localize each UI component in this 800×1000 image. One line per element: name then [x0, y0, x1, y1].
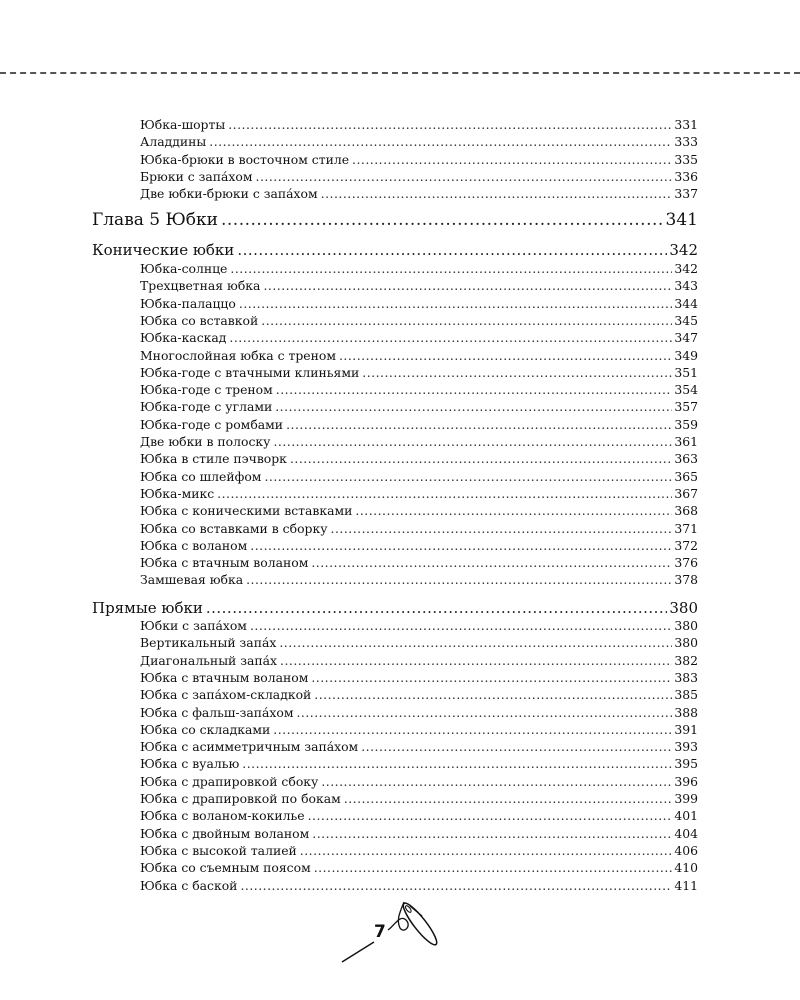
entry-page: 359	[674, 416, 698, 432]
page-number: 7	[374, 922, 386, 942]
section-page: 380	[669, 599, 698, 617]
entry-title: Юбка с втачным воланом	[140, 669, 309, 685]
toc-entry	[140, 133, 698, 150]
toc-entry	[140, 185, 698, 202]
section-title: Прямые юбки	[92, 599, 203, 617]
toc-entry	[140, 877, 698, 894]
entry-page: 335	[674, 151, 698, 167]
entry-title: Юбка с вуалью	[140, 756, 240, 772]
entry-title: Юбка-солнце	[140, 261, 228, 276]
dot-leader	[321, 185, 673, 202]
entry-page: 383	[674, 669, 698, 685]
entry-title: Юбка в стиле пэчворк	[140, 451, 287, 467]
dot-leader	[296, 704, 672, 721]
toc-entry	[140, 364, 698, 381]
dot-leader	[279, 634, 672, 651]
toc-entry	[140, 295, 698, 312]
toc-entry	[140, 520, 698, 537]
toc-entry	[140, 381, 698, 398]
toc-entry	[140, 842, 698, 859]
dot-leader	[263, 277, 672, 294]
dot-leader	[246, 571, 672, 588]
toc-entry	[140, 433, 698, 450]
entry-title: Юбка с двойным воланом	[140, 825, 310, 841]
entry-page: 385	[674, 687, 698, 703]
entry-title: Юбка-годе с втачными клиньями	[140, 364, 360, 380]
dot-leader	[311, 554, 672, 571]
dashed-cut-line	[0, 72, 800, 74]
entry-page: 342	[674, 261, 698, 276]
entry-title: Замшевая юбка	[140, 572, 244, 588]
dot-leader	[344, 790, 673, 807]
toc-entry	[140, 347, 698, 364]
chapter-title: Глава 5 Юбки	[92, 210, 218, 230]
entry-page: 401	[674, 808, 698, 824]
entry-page: 365	[674, 468, 698, 484]
toc-entry	[140, 554, 698, 571]
section-title: Конические юбки	[92, 241, 235, 259]
toc-entry	[140, 617, 698, 634]
dot-leader	[312, 825, 672, 842]
chapter-page: 341	[665, 210, 698, 230]
dot-leader	[321, 773, 672, 790]
entry-page: 361	[674, 434, 698, 449]
entry-title: Юбка со вставками в сборку	[140, 520, 328, 536]
entry-title: Юбка-годе с углами	[140, 399, 273, 415]
toc-entry	[140, 773, 698, 790]
entry-page: 382	[674, 652, 698, 668]
dot-leader	[339, 347, 672, 364]
toc-entry	[140, 398, 698, 415]
toc-entry	[140, 329, 698, 346]
entry-page: 336	[674, 168, 698, 184]
entry-title: Юбка с воланом	[140, 537, 248, 553]
needle-and-thread-icon	[340, 900, 450, 970]
entry-title: Юбка-каскад	[140, 330, 227, 346]
entry-page: 406	[674, 842, 698, 858]
entry-title: Многослойная юбка с треном	[140, 347, 336, 363]
section-heading	[92, 598, 698, 618]
dot-leader	[273, 721, 672, 738]
toc-entry	[140, 755, 698, 772]
page-folio	[340, 900, 450, 970]
entry-page: 345	[674, 312, 698, 328]
dot-leader	[275, 398, 672, 415]
toc-entry	[140, 807, 698, 824]
dot-leader	[362, 364, 672, 381]
dot-leader	[308, 807, 673, 824]
toc-entry	[140, 790, 698, 807]
entry-page: 368	[674, 503, 698, 519]
dot-leader	[256, 168, 673, 185]
section-page: 342	[669, 241, 698, 259]
entry-title: Юбка с драпировкой по бокам	[140, 791, 341, 806]
toc-entry	[140, 260, 698, 277]
toc-entry	[140, 537, 698, 554]
entry-title: Юбка с фальш-запа́хом	[140, 704, 294, 720]
entry-page: 388	[674, 704, 698, 720]
entry-page: 380	[674, 635, 698, 651]
dot-leader	[242, 755, 672, 772]
entry-page: 367	[674, 485, 698, 501]
entry-page: 331	[674, 117, 698, 132]
entry-title: Юбка со вставкой	[140, 312, 259, 328]
entry-title: Юбка с коническими вставками	[140, 503, 353, 519]
toc-entry	[140, 468, 698, 485]
toc-entry	[140, 277, 698, 294]
entry-title: Брюки с запа́хом	[140, 168, 253, 184]
entry-page: 372	[674, 537, 698, 553]
dot-leader	[355, 502, 672, 519]
dot-leader	[230, 260, 672, 277]
entry-title: Юбка с драпировкой сбоку	[140, 773, 319, 789]
toc-entry	[140, 450, 698, 467]
entry-page: 404	[674, 825, 698, 841]
entry-title: Аладдины	[140, 134, 207, 150]
dot-leader	[273, 433, 672, 450]
entry-page: 333	[674, 134, 698, 150]
dot-leader	[250, 617, 672, 634]
dot-leader	[314, 686, 672, 703]
section-heading	[92, 240, 698, 260]
toc-entry	[140, 502, 698, 519]
dot-leader	[311, 669, 672, 686]
dot-leader	[290, 450, 672, 467]
entry-page: 395	[674, 756, 698, 772]
entry-title: Юбка-брюки в восточном стиле	[140, 151, 350, 167]
entry-page: 357	[674, 399, 698, 415]
dot-leader	[352, 151, 672, 168]
entry-title: Вертикальный запа́х	[140, 635, 277, 651]
dot-leader	[209, 133, 672, 150]
toc-entry	[140, 151, 698, 168]
entry-page: 371	[674, 520, 698, 536]
entry-title: Юбка со складками	[140, 721, 271, 737]
entry-page: 337	[674, 186, 698, 202]
dot-leader	[280, 652, 672, 669]
dot-leader	[314, 859, 673, 876]
toc-entry	[140, 116, 698, 133]
entry-title: Юбки с запа́хом	[140, 618, 247, 633]
entry-title: Юбка с втачным воланом	[140, 555, 309, 571]
toc-entry	[140, 704, 698, 721]
toc-entry	[140, 738, 698, 755]
entry-page: 376	[674, 555, 698, 571]
entry-page: 349	[674, 347, 698, 363]
toc-entry	[140, 859, 698, 876]
dot-leader	[331, 520, 673, 537]
dot-leader	[286, 416, 672, 433]
dot-leader	[229, 329, 672, 346]
entry-title: Юбка-палаццо	[140, 295, 236, 311]
dot-leader	[206, 598, 668, 618]
entry-title: Трехцветная юбка	[140, 278, 261, 294]
entry-title: Юбка со шлейфом	[140, 468, 262, 484]
toc-entry	[140, 571, 698, 588]
toc-entry	[140, 669, 698, 686]
entry-page: 378	[674, 572, 698, 588]
entry-page: 351	[674, 364, 698, 380]
entry-page: 343	[674, 278, 698, 294]
entry-title: Юбка со съемным поясом	[140, 860, 311, 876]
dot-leader	[276, 381, 673, 398]
entry-page: 411	[674, 877, 698, 893]
entry-title: Юбка с запа́хом-складкой	[140, 687, 312, 703]
entry-title: Две юбки в полоску	[140, 434, 271, 449]
toc-entry	[140, 485, 698, 502]
entry-title: Юбка с баской	[140, 877, 238, 893]
toc-entry	[140, 825, 698, 842]
entry-page: 344	[674, 295, 698, 311]
entry-title: Юбка-годе с треном	[140, 382, 273, 398]
entry-title: Юбка с асимметричным запа́хом	[140, 739, 359, 755]
toc-entry	[140, 168, 698, 185]
dot-leader	[239, 295, 672, 312]
entry-page: 354	[674, 382, 698, 398]
toc-entry	[140, 652, 698, 669]
entry-page: 380	[674, 618, 698, 633]
entry-title: Юбка-микс	[140, 485, 215, 501]
entry-page: 391	[674, 721, 698, 737]
entry-title: Две юбки-брюки с запа́хом	[140, 186, 318, 202]
dot-leader	[250, 537, 672, 554]
toc-entry	[140, 312, 698, 329]
entry-page: 347	[674, 330, 698, 346]
entry-page: 393	[674, 739, 698, 755]
toc-entry	[140, 634, 698, 651]
dot-leader	[228, 116, 672, 133]
entry-title: Юбка-годе с ромбами	[140, 416, 284, 432]
dot-leader	[300, 842, 673, 859]
toc-entry	[140, 721, 698, 738]
dot-leader	[240, 877, 672, 894]
entry-page: 363	[674, 451, 698, 467]
dot-leader	[361, 738, 672, 755]
entry-title: Диагональный запа́х	[140, 652, 278, 668]
toc-entry	[140, 686, 698, 703]
entry-title: Юбка с высокой талией	[140, 842, 297, 858]
dot-leader	[264, 468, 672, 485]
entry-page: 399	[674, 791, 698, 806]
toc-entry	[140, 416, 698, 433]
entry-title: Юбка с воланом-кокилье	[140, 808, 305, 824]
chapter-heading	[92, 208, 698, 232]
dot-leader	[237, 240, 667, 260]
dot-leader	[217, 485, 672, 502]
dot-leader	[261, 312, 672, 329]
entry-page: 396	[674, 773, 698, 789]
entry-title: Юбка-шорты	[140, 117, 226, 132]
dot-leader	[221, 208, 664, 232]
entry-page: 410	[674, 860, 698, 876]
